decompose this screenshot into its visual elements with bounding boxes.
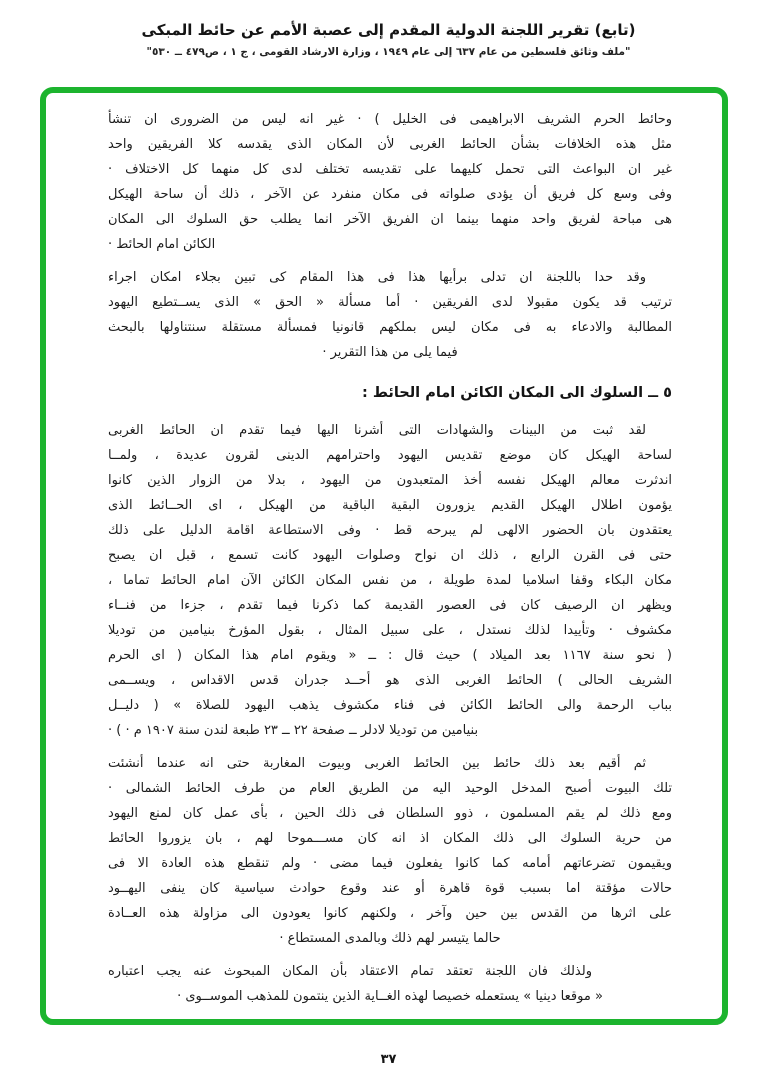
text-line: وحائط الحرم الشريف الابراهيمى فى الخليل ) · غير انه ليس من الضرورى ان تنشأ <box>108 112 672 127</box>
text-line: ويظهر ان الرصيف كان فى العصور القديمة كما ذكرنا فيما تقدم ، جزءا من فنــاء <box>108 598 672 613</box>
paragraph-1 <box>108 107 672 257</box>
green-border-frame <box>40 87 728 1025</box>
text-line: لساحة الهيكل كان موضع تقديس اليهود واحترامهم الدينى لقرون عديدة ، ولمــا <box>108 448 672 463</box>
section-heading-5: ٥ ــ السلوك الى المكان الكائن امام الحائط : <box>362 385 672 401</box>
text-line: يؤمون اطلال الهيكل القديم يزورون البقية الباقية من الهيكل ، اى الحــائط الذى <box>108 498 672 513</box>
text-line: اندثرت معالم الهيكل نفسه أخذ المتعبدون من اليهود ، بدلا من الزوار الذين كانوا <box>108 473 672 488</box>
text-line: مثل هذه الخلافات بشأن الحائط الغربى لأن المكان الذى يقدسه كلا الفريقين واحد <box>108 137 672 152</box>
text-line: ومع ذلك لم يقم المسلمون ، ذوو السلطان فى ذلك الحين ، بأى عمل كان لمنع اليهود <box>108 806 672 821</box>
text-line: ويقيمون تضرعاتهم أمامه كما كانوا يفعلون فيما مضى · ولم تنقطع هذه العادة الا فى <box>108 856 672 871</box>
text-line: حالات مؤقتة اما بسبب قوة قاهرة أو عند وقوع حوادث سياسية كان ينفى اليهــود <box>108 881 672 896</box>
document-body <box>46 93 722 1009</box>
text-line: تلك البيوت أصبح المدخل الوحيد اليه من الطريق العام من طرف الحائط الشمالى · <box>108 781 672 796</box>
text-line: ولذلك فان اللجنة تعتقد تمام الاعتقاد بأن المكان المبحوث عنه يجب اعتباره <box>108 964 592 979</box>
paragraph-3 <box>108 418 672 743</box>
text-line: من حرية السلوك الى ذلك المكان اذ انه كان مســـموحا لهم ، بان يزوروا الحائط <box>108 831 672 846</box>
text-line: فيما يلى من هذا التقرير · <box>322 345 458 360</box>
text-line: هى مباحة لفريق واحد منهما بينما ان الفريق الآخر انما يطلب حق السلوك الى المكان <box>108 212 672 227</box>
text-line: غير ان البواعث التى تحمل كليهما على تقديسه تختلف لدى كل منهما كل الاختلاف · <box>108 162 672 177</box>
text-line: « موقعا دينيا » يستعمله خصيصا لهذه الغــاية الذين ينتمون للمذهب الموســوى · <box>177 989 603 1004</box>
text-line: حتى فى القرن الرابع ، ذلك ان نواح وصلوات اليهود كانت تسمع ، قبل ان يصبح <box>108 548 672 563</box>
text-line: المطالبة والادعاء به فى مكان ليس بملكهم قانونيا فمسألة مستقلة سنتناولها بالبحث <box>108 320 672 335</box>
text-line: يعتقدون بان الحضور الالهى لم يبرحه قط · وفى الاستطاعة اقامة الدليل على ذلك <box>108 523 672 538</box>
text-line: ترتيب قد يكون مقبولا لدى الفريقين · أما مسألة « الحق » الذى يســتطيع اليهود <box>108 295 672 310</box>
text-line: مكان البكاء وقفا اسلاميا لمدة طويلة ، من نفس المكان الكائن الآن امام الحائط تماما ، <box>108 573 672 588</box>
text-line: ( نحو سنة ١١٦٧ بعد الميلاد ) حيث قال : ــ « ويقوم امام هذا المكان ( اى الحرم <box>108 648 672 663</box>
text-line: وفى وسع كل فريق أن يؤدى صلواته فى مكان منفرد عن الآخر ، ذلك أن ساحة الهيكل <box>108 187 672 202</box>
text-line: الشريف الحالى ) الحائط الغربى الذى هو أحــد جدران قدس الاقداس ، ويســمى <box>108 673 672 688</box>
document-title: (تابع) تقرير اللجنة الدولية المقدم إلى عصبة الأمم عن حائط المبكى <box>141 21 636 39</box>
text-line: وقد حدا باللجنة ان تدلى برأيها هذا فى هذا المقام كى تبين بجلاء امكان اجراء <box>108 270 646 285</box>
text-line: ثم أقيم بعد ذلك حائط بين الحائط الغربى وبيوت المغاربة حتى انه عندما أنشئت <box>108 756 646 771</box>
text-line: لقد ثبت من البينات والشهادات التى أشرنا اليها فيما تقدم ان الحائط الغربى <box>108 423 646 438</box>
page-number: ٣٧ <box>380 1052 397 1067</box>
text-line: بباب الرحمة والى الحائط الكائن فى فناء مكشوف يذهب اليهود للصلاة » ( دليــل <box>108 698 672 713</box>
page-footer <box>0 1048 777 1067</box>
paragraph-4 <box>108 751 672 951</box>
page-header <box>0 0 777 58</box>
document-source-citation: "ملف وثائق فلسطين من عام ٦٣٧ إلى عام ١٩٤٩ ، وزارة الارشاد القومى ، ج ١ ، ص٤٧٩ ــ ٥٣٠" <box>146 46 631 58</box>
paragraph-2 <box>108 265 672 365</box>
text-line: على اثرها من القدس بين حين وآخر ، ولكنهم كانوا يعودون الى مزاولة هذه العــادة <box>108 906 672 921</box>
text-line: الكائن امام الحائط · <box>108 237 216 252</box>
text-line: بنيامين من توديلا لادلر ــ صفحة ٢٢ ــ ٢٣ طبعة لندن سنة ١٩٠٧ م · ) · <box>108 723 479 738</box>
text-line: حالما يتيسر لهم ذلك وبالمدى المستطاع · <box>279 931 501 946</box>
text-line: مكشوف · وتأييدا لذلك نستدل ، على سبيل المثال ، بقول المؤرخ بنيامين من توديلا <box>108 623 672 638</box>
paragraph-5 <box>108 959 672 1009</box>
